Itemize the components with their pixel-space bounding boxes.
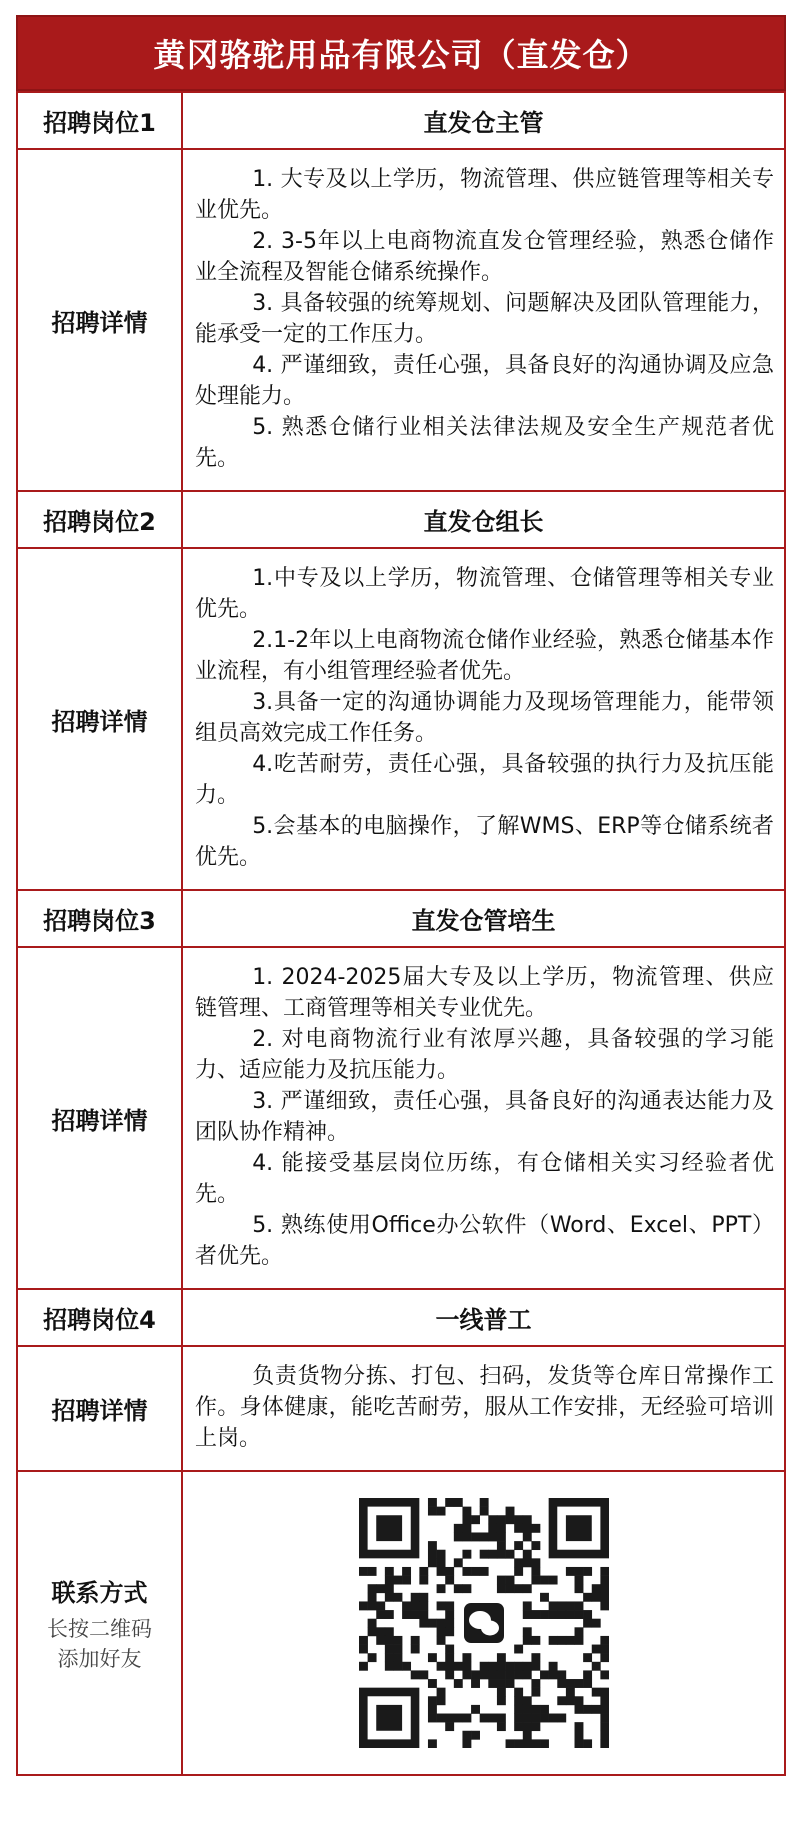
details-cell bbox=[182, 1346, 785, 1471]
position-row bbox=[17, 890, 785, 947]
detail-item: 1.中专及以上学历，物流管理、仓储管理等相关专业优先。 bbox=[195, 566, 774, 622]
detail-item: 3. 严谨细致，责任心强，具备良好的沟通表达能力及团队协作精神。 bbox=[195, 1089, 774, 1145]
contact-label: 联系方式 bbox=[51, 1578, 148, 1607]
details-cell bbox=[182, 548, 785, 890]
position-title: 直发仓主管 bbox=[182, 92, 785, 149]
detail-item: 4. 严谨细致，责任心强，具备良好的沟通协调及应急处理能力。 bbox=[195, 353, 774, 409]
details-row bbox=[17, 149, 785, 491]
detail-item: 2. 对电商物流行业有浓厚兴趣，具备较强的学习能力、适应能力及抗压能力。 bbox=[195, 1027, 774, 1083]
page-title: 黄冈骆驼用品有限公司（直发仓） bbox=[16, 15, 786, 91]
position-title: 直发仓组长 bbox=[182, 491, 785, 548]
detail-item: 5. 熟悉仓储行业相关法律法规及安全生产规范者优先。 bbox=[195, 415, 774, 471]
qr-code-cell bbox=[182, 1471, 785, 1775]
recruitment-sheet bbox=[16, 15, 786, 1776]
position-label: 招聘岗位4 bbox=[17, 1289, 182, 1346]
recruitment-table bbox=[16, 91, 786, 1776]
details-label: 招聘详情 bbox=[17, 1346, 182, 1471]
detail-item: 2.1-2年以上电商物流仓储作业经验，熟悉仓储基本作业流程，有小组管理经验者优先。 bbox=[195, 628, 774, 684]
contact-row bbox=[17, 1471, 785, 1775]
position-row bbox=[17, 1289, 785, 1346]
detail-item: 1. 大专及以上学历，物流管理、供应链管理等相关专业优先。 bbox=[195, 167, 774, 223]
wechat-qr-code[interactable] bbox=[359, 1498, 609, 1748]
detail-item: 负责货物分拣、打包、扫码，发货等仓库日常操作工作。身体健康，能吃苦耐劳，服从工作安排，无经验可培训上岗。 bbox=[195, 1364, 774, 1451]
position-label: 招聘岗位2 bbox=[17, 491, 182, 548]
position-title: 直发仓管培生 bbox=[182, 890, 785, 947]
details-label: 招聘详情 bbox=[17, 149, 182, 491]
detail-item: 1. 2024-2025届大专及以上学历，物流管理、供应链管理、工商管理等相关专业优先。 bbox=[195, 965, 774, 1021]
detail-item: 4.吃苦耐劳，责任心强，具备较强的执行力及抗压能力。 bbox=[195, 752, 774, 808]
details-label: 招聘详情 bbox=[17, 548, 182, 890]
position-row bbox=[17, 92, 785, 149]
details-row bbox=[17, 548, 785, 890]
detail-item: 4. 能接受基层岗位历练，有仓储相关实习经验者优先。 bbox=[195, 1151, 774, 1207]
position-label: 招聘岗位3 bbox=[17, 890, 182, 947]
position-row bbox=[17, 491, 785, 548]
contact-hint-line2: 添加好友 bbox=[57, 1646, 142, 1671]
details-label: 招聘详情 bbox=[17, 947, 182, 1289]
detail-item: 2. 3-5年以上电商物流直发仓管理经验，熟悉仓储作业全流程及智能仓储系统操作。 bbox=[195, 229, 774, 285]
detail-item: 3. 具备较强的统筹规划、问题解决及团队管理能力，能承受一定的工作压力。 bbox=[195, 291, 774, 347]
detail-item: 5. 熟练使用Office办公软件（Word、Excel、PPT）者优先。 bbox=[195, 1213, 774, 1269]
details-row bbox=[17, 947, 785, 1289]
details-cell bbox=[182, 149, 785, 491]
details-row bbox=[17, 1346, 785, 1471]
details-cell bbox=[182, 947, 785, 1289]
contact-label-cell bbox=[17, 1471, 182, 1775]
detail-item: 3.具备一定的沟通协调能力及现场管理能力，能带领组员高效完成工作任务。 bbox=[195, 690, 774, 746]
position-title: 一线普工 bbox=[182, 1289, 785, 1346]
position-label: 招聘岗位1 bbox=[17, 92, 182, 149]
detail-item: 5.会基本的电脑操作，了解WMS、ERP等仓储系统者优先。 bbox=[195, 814, 774, 870]
contact-hint-line1: 长按二维码 bbox=[47, 1616, 152, 1641]
